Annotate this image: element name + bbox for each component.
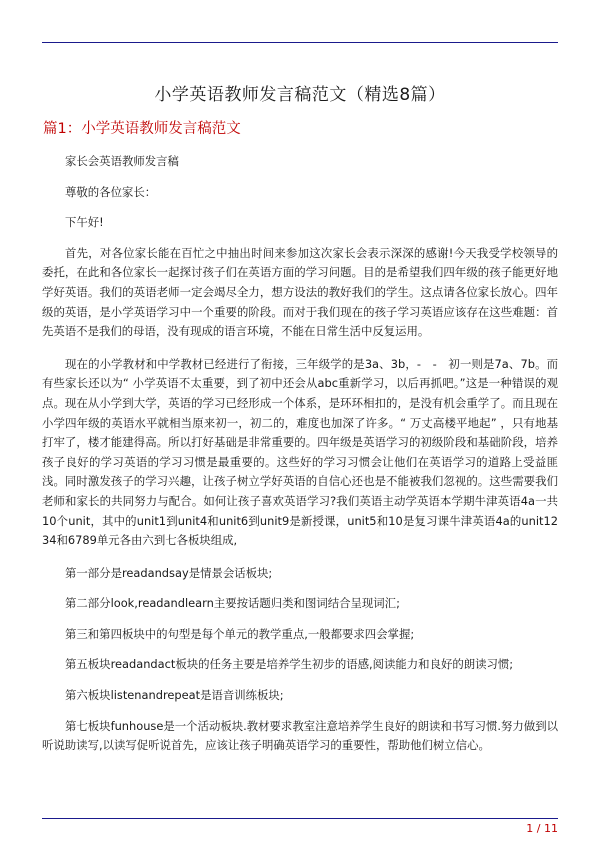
- paragraph: 家长会英语教师发言稿: [65, 154, 179, 168]
- page-indicator: 1 / 11: [526, 822, 558, 835]
- paragraph: 下午好!: [65, 215, 104, 230]
- footer-rule: [42, 818, 558, 819]
- document-body: [42, 152, 558, 756]
- paragraph: 首先，对各位家长能在百忙之中抽出时间来参加这次家长会表示深深的感谢!今天我受学校领导的委托，在此和各位家长一起探讨孩子们在英语方面的学习问题。目的是希望我们四年级的孩子能更好地学好英语。我们的英语老师一定会竭尽全力，想方设法的教好我们的学生。这点请各位家长放心。四年级的英语，是小学英语学习中一个重要的阶段。而对于我们现在的孩子学习英语应该存在这些难题：首先英语不是我们的母语，没有现成的语言环境，不能在日常生活中反复运用。: [42, 245, 558, 339]
- paragraph: 现在的小学教材和中学教材已经进行了衔接，三年级学的是3a、3b，- - 初一则是7a、7b。而有些家长还以为“ 小学英语不太重要，到了初中还会从abc重新学习，以后再抓吧。”这是一种错误的观点。现在从小学到大学，英语的学习已经形成一个体系，是环环相扣的，是没有机会重学了。而且现在小学四年级的英语水平就相当原来初一，初二的，难度也加深了许多。“ 万丈高楼平地起” ，只有地基打牢了，楼才能建得高。所以打好基础是非常重要的。四年级是英语学习的初级阶段和基础阶段，培养孩子良好的学习英语的学习习惯是最重要的。这些好的学习习惯会让他们在英语学习的道路上受益匪浅。同时激发孩子的学习兴趣，让孩子树立学好英语的自信心还也是不能被我们忽视的。这些需要我们老师和家长的共同努力与配合。如何让孩子喜欢英语学习?我们英语主动学英语本学期牛津英语4a一共10个unit，其中的unit1到unit4和unit6到unit9是新授课，unit5和10是复习课牛津英语4a的unit1234和6789单元各由六到七各板块组成,: [42, 356, 558, 548]
- paragraph: 第二部分look,readandlearn主要按话题归类和图词结合呈现词汇;: [65, 596, 400, 611]
- header-rule: [42, 42, 558, 43]
- section-heading: 篇1：小学英语教师发言稿范文: [43, 121, 241, 137]
- paragraph: 第五板块readandact板块的任务主要是培养学生初步的语感,阅读能力和良好的朗读习惯;: [65, 657, 514, 672]
- paragraph: 第三和第四板块中的句型是每个单元的教学重点,一般都要求四会掌握;: [65, 626, 415, 641]
- paragraph: 第一部分是readandsay是情景会话板块;: [65, 565, 273, 580]
- paragraph: 尊敬的各位家长：: [65, 184, 157, 199]
- paragraph: 第七板块funhouse是一个活动板块.教材要求教室注意培养学生良好的朗读和书写习惯.努力做到以听说助读写,以读写促听说首先，应该让孩子明确英语学习的重要性，帮助他们树立信心。: [42, 718, 558, 753]
- paragraph: 第六板块listenandrepeat是语音训练板块;: [65, 688, 284, 703]
- document-title: 小学英语教师发言稿范文（精选8篇）: [154, 85, 446, 105]
